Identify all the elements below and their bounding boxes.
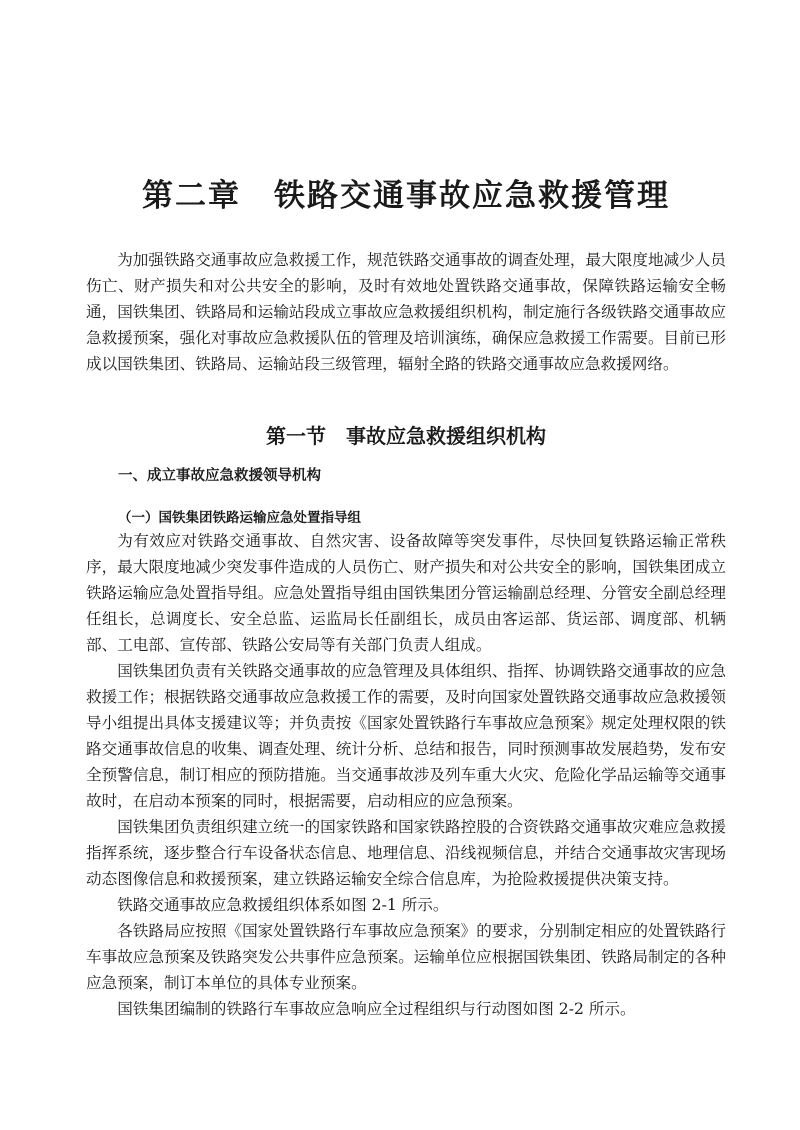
chapter-title: 第二章 铁路交通事故应急救援管理 [142, 178, 670, 214]
intro-paragraph: 为加强铁路交通事故应急救援工作，规范铁路交通事故的调查处理，最大限度地减少人员伤亡、财产损失和对公共安全的影响，及时有效地处置铁路交通事故，保障铁路运输安全畅通，国铁集团、铁路局和运输站段成立事故应急救援组织机构，制定施行各级铁路交通事故应急救援预案，强化对事故应急救援队伍的管理及培训演练，确保应急救援工作需要。目前已形成以国铁集团、铁路局、运输站段三级管理，辐射全路的铁路交通事故应急救援网络。 [86, 251, 726, 373]
chapter-intro [86, 247, 726, 377]
subsection-title: 一、成立事故应急救援领导机构 [118, 468, 321, 484]
body-paragraph: 各铁路局应按照《国家处置铁路行车事故应急预案》的要求，分别制定相应的处置铁路行车事故应急预案及铁路突发公共事件应急预案。运输单位应根据国铁集团、铁路局制定的各种应急预案，制订本单位的具体专业预案。 [86, 922, 726, 992]
section-body [86, 528, 726, 1022]
body-paragraph: 国铁集团负责有关铁路交通事故的应急管理及具体组织、指挥、协调铁路交通事故的应急救援工作；根据铁路交通事故应急救援工作的需要，及时向国家处置铁路交通事故应急救援领导小组提出具体支援建议等；并负责按《国家处置铁路行车事故应急预案》规定处理权限的铁路交通事故信息的收集、调查处理、统计分析、总结和报告，同时预测事故发展趋势，发布安全预警信息，制订相应的预防措施。当交通事故涉及列车重大火灾、危险化学品运输等交通事故时，在启动本预案的同时，根据需要，启动相应的应急预案。 [86, 662, 726, 810]
section-title: 第一节 事故应急救援组织机构 [266, 424, 546, 448]
item-title: （一）国铁集团铁路运输应急处置指导组 [118, 510, 361, 526]
body-paragraph: 铁路交通事故应急救援组织体系如图 2-1 所示。 [117, 896, 449, 914]
body-paragraph: 国铁集团负责组织建立统一的国家铁路和国家铁路控股的合资铁路交通事故灾难应急救援指挥系统，逐步整合行车设备状态信息、地理信息、沿线视频信息，并结合交通事故灾害现场动态图像信息和救援预案，建立铁路运输安全综合信息库，为抢险救援提供决策支持。 [86, 818, 726, 888]
body-paragraph: 为有效应对铁路交通事故、自然灾害、设备故障等突发事件，尽快回复铁路运输正常秩序，最大限度地减少突发事件造成的人员伤亡、财产损失和对公共安全的影响，国铁集团成立铁路运输应急处置指导组。应急处置指导组由国铁集团分管运输副总经理、分管安全副总经理任组长，总调度长、安全总监、运监局长任副组长，成员由客运部、货运部、调度部、机辆部、工电部、宣传部、铁路公安局等有关部门负责人组成。 [86, 532, 726, 654]
body-paragraph: 国铁集团编制的铁路行车事故应急响应全过程组织与行动图如图 2-2 所示。 [117, 1000, 636, 1018]
